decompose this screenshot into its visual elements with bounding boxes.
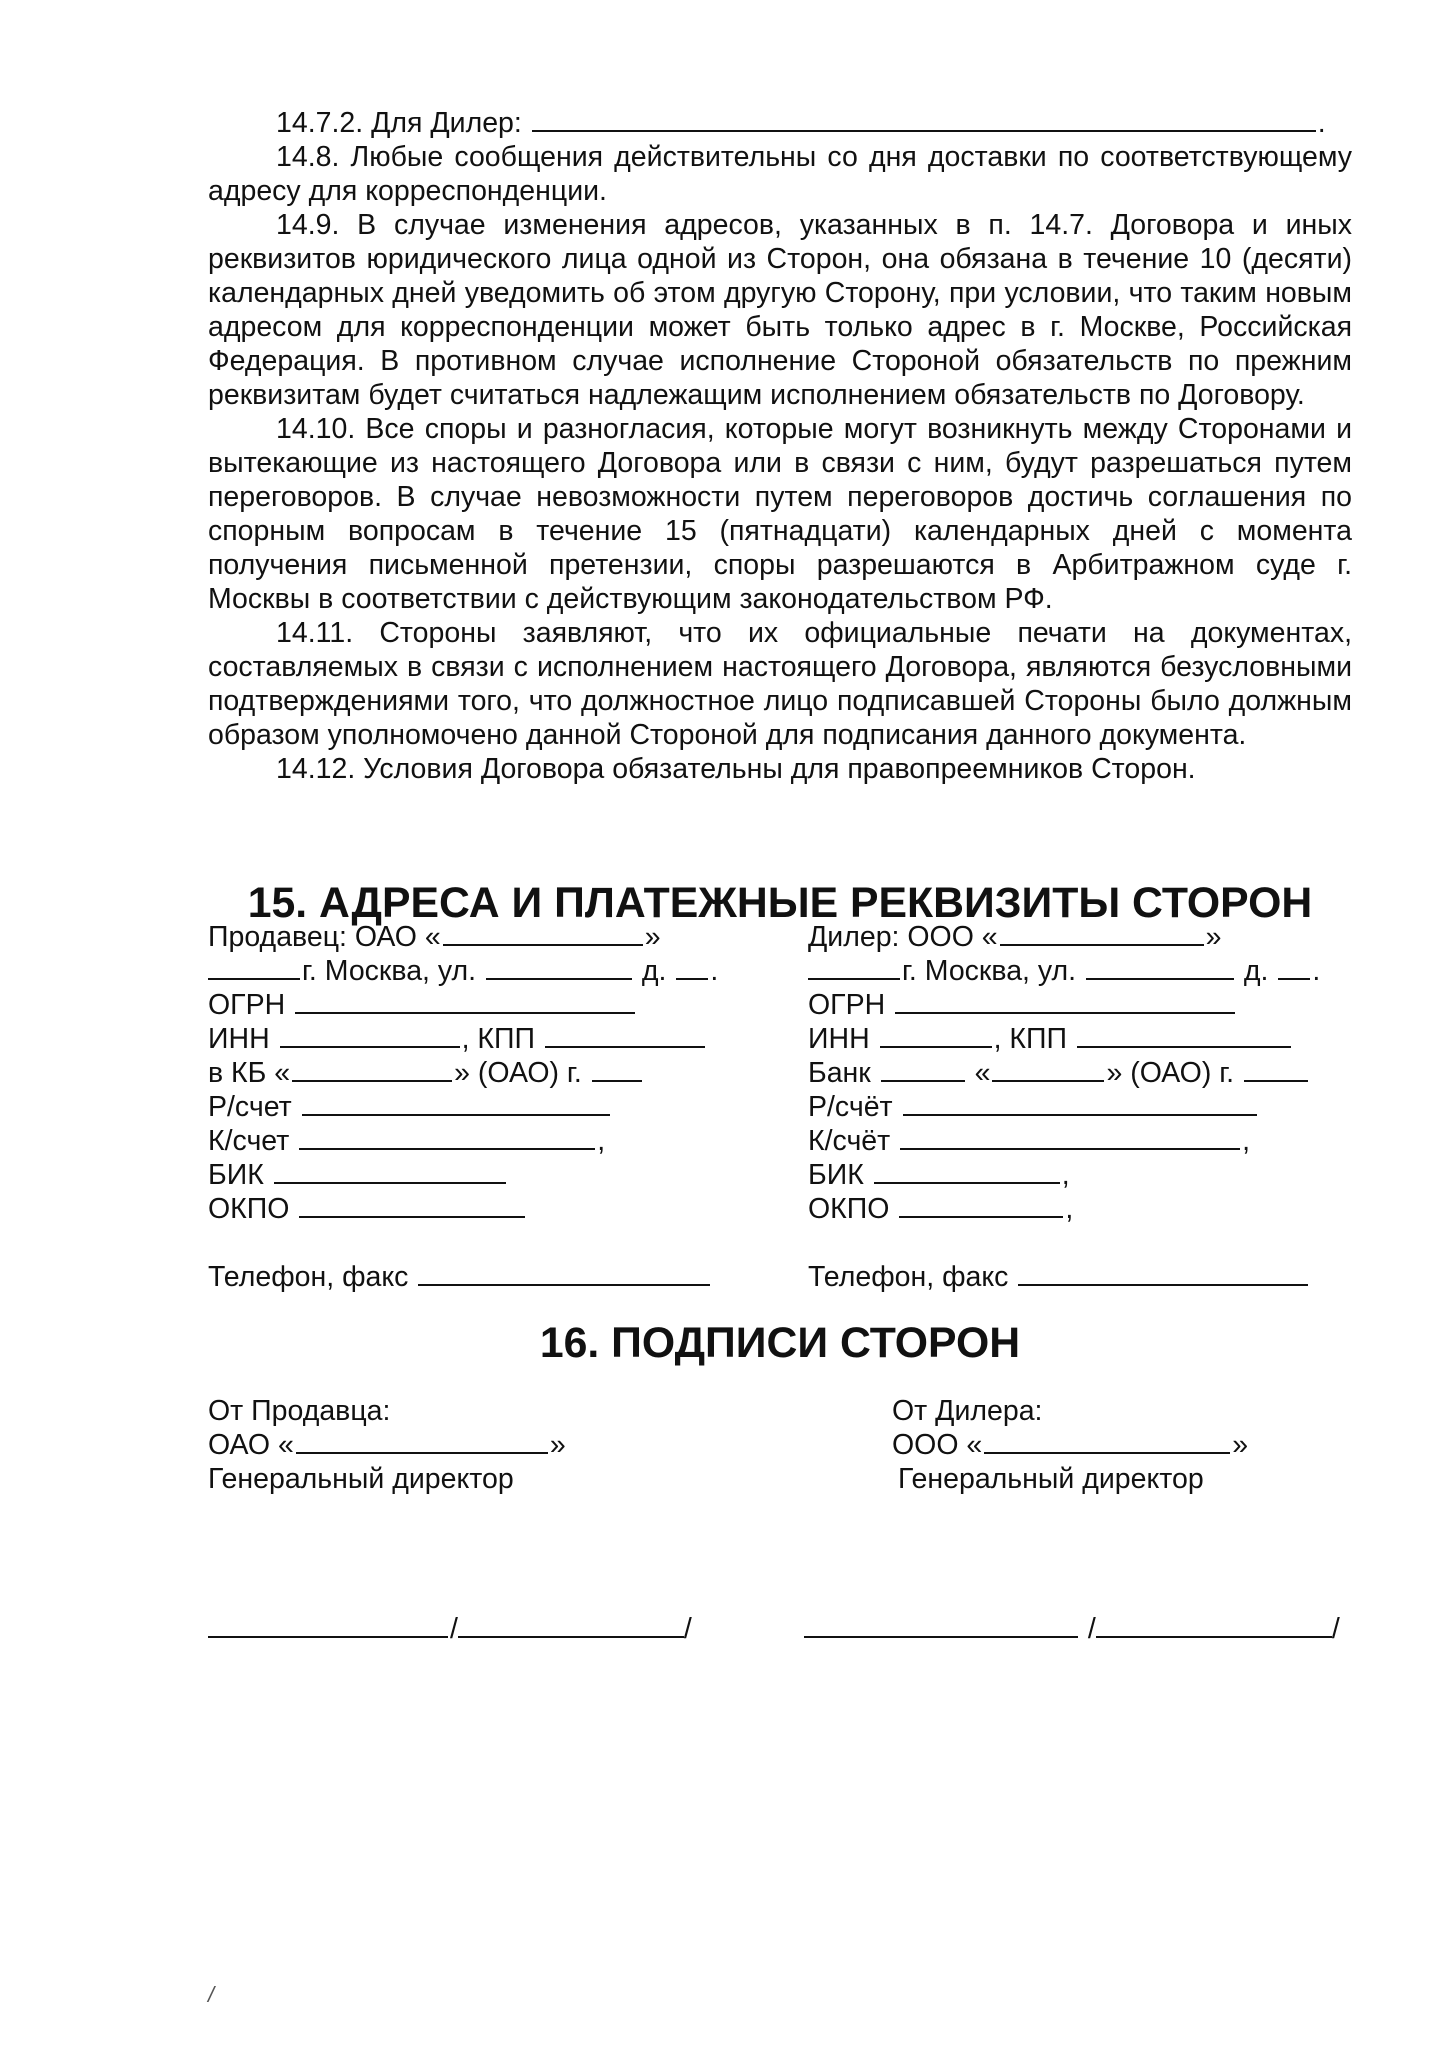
dealer-phone-blank[interactable]	[1018, 1260, 1308, 1286]
dealer-postcode-blank[interactable]	[808, 954, 900, 980]
dealer-ks-row	[808, 1124, 1356, 1158]
section-15-title: 15. АДРЕСА И ПЛАТЕЖНЫЕ РЕКВИЗИТЫ СТОРОН	[247, 879, 1313, 927]
seller-kpp-blank[interactable]	[545, 1022, 705, 1048]
footer-mark: /	[208, 1982, 215, 2007]
dealer-bank-suffix: » (ОАО) г.	[1106, 1057, 1235, 1089]
dealer-requisites	[808, 920, 1356, 1294]
seller-ks-end: ,	[597, 1125, 606, 1157]
seller-bank-row	[208, 1056, 728, 1090]
seller-name-row	[208, 920, 728, 954]
dealer-name-prefix: Дилер: ООО «	[808, 921, 998, 953]
dealer-phone-row	[808, 1260, 1356, 1294]
slash: /	[1087, 1613, 1096, 1645]
seller-bank-city-blank[interactable]	[592, 1056, 642, 1082]
clause-14-7-2	[208, 106, 1352, 140]
seller-okpo-blank[interactable]	[299, 1192, 525, 1218]
clause-14-11: 14.11. Стороны заявляют, что их официальные печати на документах, составляемых в связи с исполнением настоящего Договора, являются безусловными подтверждениями того, что должностное лицо подписавшей Стороны было должным образом уполномочено данной Стороной для подписания данного документа.	[208, 617, 1352, 751]
slash: /	[683, 1613, 692, 1645]
seller-rs-blank[interactable]	[302, 1090, 610, 1116]
dealer-bik-label: БИК	[808, 1159, 864, 1191]
seller-name-suffix: »	[644, 921, 661, 953]
dealer-okpo-label: ОКПО	[808, 1193, 890, 1225]
dealer-signature-blank[interactable]	[804, 1612, 1078, 1638]
clause-14-9: 14.9. В случае изменения адресов, указанных в п. 14.7. Договора и иных реквизитов юридического лица одной из Сторон, она обязана в течение 10 (десяти) календарных дней уведомить об этом другую Сторону, при условии, что таким новым адресом для корреспонденции может быть только адрес в г. Москве, Российская Федерация. В противном случае исполнение Стороной обязательств по прежним реквизитам будет считаться надлежащим исполнением обязательств по Договору.	[208, 209, 1352, 411]
seller-name-decoding-blank[interactable]	[458, 1612, 684, 1638]
dealer-bank-blank[interactable]	[992, 1056, 1104, 1082]
dealer-kpp-label: , КПП	[993, 1023, 1067, 1055]
seller-phone-blank[interactable]	[418, 1260, 710, 1286]
dealer-ogrn-row	[808, 988, 1356, 1022]
seller-postcode-blank[interactable]	[208, 954, 300, 980]
seller-inn-label: ИНН	[208, 1023, 270, 1055]
seller-rs-label: Р/счет	[208, 1091, 292, 1123]
dealer-org-suffix: »	[1232, 1429, 1249, 1461]
seller-bank-prefix: в КБ «	[208, 1057, 291, 1089]
slash: /	[1331, 1613, 1340, 1645]
dealer-bank-row	[808, 1056, 1356, 1090]
dealer-from: От Дилера:	[892, 1395, 1043, 1427]
clause-14-10: 14.10. Все споры и разногласия, которые могут возникнуть между Сторонами и вытекающие из настоящего Договора или в связи с ним, будут разрешаться путем переговоров. В случае невозможности путем переговоров достичь соглашения по спорным вопросам в течение 15 (пятнадцати) календарных дней с момента получения письменной претензии, споры разрешаются в Арбитражном суде г. Москвы в соответствии с действующим законодательством РФ.	[208, 413, 1352, 615]
seller-ogrn-label: ОГРН	[208, 989, 286, 1021]
seller-city: г. Москва, ул.	[302, 955, 477, 987]
seller-inn-row	[208, 1022, 728, 1056]
seller-bik-blank[interactable]	[274, 1158, 506, 1184]
seller-inn-blank[interactable]	[280, 1022, 460, 1048]
seller-house-label: д.	[641, 955, 667, 987]
seller-phone-row	[208, 1260, 728, 1294]
dealer-bik-row	[808, 1158, 1356, 1192]
dealer-rs-row	[808, 1090, 1356, 1124]
dealer-bik-end: ,	[1061, 1159, 1070, 1191]
seller-org-row	[208, 1428, 728, 1462]
dealer-signature-line	[804, 1612, 1340, 1646]
seller-ks-blank[interactable]	[299, 1124, 595, 1150]
dealer-house-label: д.	[1243, 955, 1269, 987]
dealer-name-row	[808, 920, 1356, 954]
dealer-kpp-blank[interactable]	[1077, 1022, 1291, 1048]
dealer-org-blank[interactable]	[984, 1428, 1230, 1454]
dealer-name-blank[interactable]	[1000, 920, 1204, 946]
dealer-position: Генеральный директор	[898, 1463, 1204, 1495]
dealer-bank-prefix: Банк	[808, 1057, 871, 1089]
dealer-city: г. Москва, ул.	[902, 955, 1077, 987]
seller-bik-row	[208, 1158, 728, 1192]
dealer-ks-label: К/счёт	[808, 1125, 891, 1157]
section-16-title: 16. ПОДПИСИ СТОРОН	[539, 1319, 1021, 1367]
dealer-house-end: .	[1312, 955, 1321, 987]
dealer-org-prefix: ООО «	[892, 1429, 983, 1461]
period: .	[1317, 107, 1326, 139]
dealer-name-decoding-blank[interactable]	[1096, 1612, 1332, 1638]
seller-phone-label: Телефон, факс	[208, 1261, 409, 1293]
dealer-ogrn-label: ОГРН	[808, 989, 886, 1021]
dealer-signature-block	[892, 1394, 1352, 1496]
spacer	[808, 1226, 1356, 1260]
clause-14-7-2-text: 14.7.2. Для Дилер:	[276, 107, 522, 139]
seller-rs-row	[208, 1090, 728, 1124]
seller-okpo-row	[208, 1192, 728, 1226]
seller-bank-suffix: » (ОАО) г.	[454, 1057, 582, 1089]
seller-requisites	[208, 920, 728, 1294]
clause-14-12: 14.12. Условия Договора обязательны для правопреемников Сторон.	[276, 753, 1196, 785]
dealer-okpo-end: ,	[1065, 1193, 1074, 1225]
seller-kpp-label: , КПП	[461, 1023, 535, 1055]
dealer-rs-blank[interactable]	[903, 1090, 1257, 1116]
dealer-street-blank[interactable]	[1086, 954, 1234, 980]
seller-name-prefix: Продавец: ОАО «	[208, 921, 441, 953]
seller-okpo-label: ОКПО	[208, 1193, 290, 1225]
seller-signature-block	[208, 1394, 728, 1496]
seller-from: От Продавца:	[208, 1395, 391, 1427]
dealer-ogrn-blank[interactable]	[895, 988, 1235, 1014]
seller-address-row	[208, 954, 728, 988]
seller-name-blank[interactable]	[443, 920, 643, 946]
dealer-bank-quote: «	[974, 1057, 991, 1089]
seller-ks-label: К/счет	[208, 1125, 290, 1157]
seller-house-blank[interactable]	[676, 954, 708, 980]
dealer-bank-name-blank[interactable]	[881, 1056, 965, 1082]
spacer	[208, 1226, 728, 1260]
dealer-inn-label: ИНН	[808, 1023, 870, 1055]
dealer-address-blank[interactable]	[532, 106, 1316, 132]
dealer-rs-label: Р/счёт	[808, 1091, 893, 1123]
dealer-address-row	[808, 954, 1356, 988]
dealer-inn-row	[808, 1022, 1356, 1056]
seller-ogrn-row	[208, 988, 728, 1022]
seller-bik-label: БИК	[208, 1159, 264, 1191]
seller-ogrn-blank[interactable]	[295, 988, 635, 1014]
dealer-bik-blank[interactable]	[874, 1158, 1060, 1184]
dealer-phone-label: Телефон, факс	[808, 1261, 1009, 1293]
seller-signature-line	[208, 1612, 692, 1646]
dealer-okpo-row	[808, 1192, 1356, 1226]
seller-signature-blank[interactable]	[208, 1612, 448, 1638]
dealer-bank-city-blank[interactable]	[1244, 1056, 1308, 1082]
seller-position: Генеральный директор	[208, 1463, 514, 1495]
seller-org-prefix: ОАО «	[208, 1429, 294, 1461]
slash: /	[450, 1613, 458, 1645]
dealer-name-suffix: »	[1205, 921, 1222, 953]
clause-14-8: 14.8. Любые сообщения действительны со дня доставки по соответствующему адресу для корреспонденции.	[208, 141, 1352, 207]
seller-street-blank[interactable]	[486, 954, 632, 980]
seller-bank-blank[interactable]	[292, 1056, 452, 1082]
dealer-org-row	[892, 1428, 1352, 1462]
seller-org-suffix: »	[549, 1429, 566, 1461]
clauses-block	[208, 106, 1352, 786]
dealer-inn-blank[interactable]	[880, 1022, 992, 1048]
dealer-house-blank[interactable]	[1278, 954, 1310, 980]
seller-org-blank[interactable]	[296, 1428, 548, 1454]
seller-ks-row	[208, 1124, 728, 1158]
dealer-ks-end: ,	[1242, 1125, 1251, 1157]
dealer-ks-blank[interactable]	[900, 1124, 1240, 1150]
dealer-okpo-blank[interactable]	[899, 1192, 1063, 1218]
seller-house-end: .	[710, 955, 719, 987]
